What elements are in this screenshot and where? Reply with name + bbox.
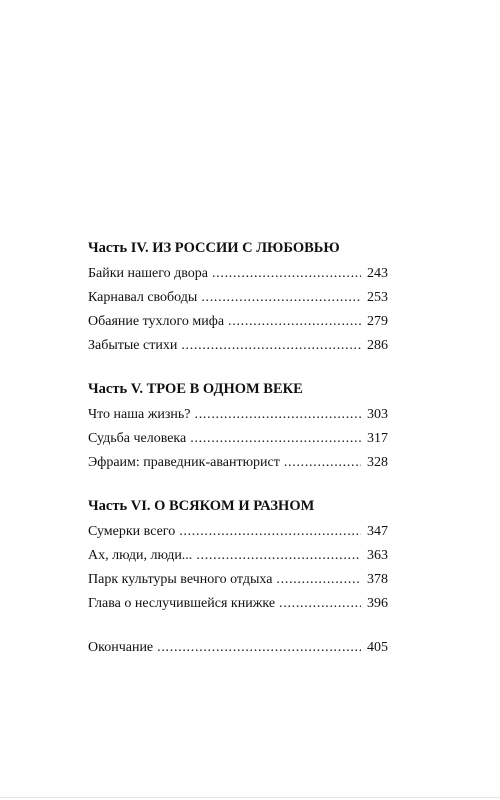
entry-title: Глава о неслучившейся книжке (88, 596, 276, 611)
entry-page-number: 279 (367, 314, 388, 329)
entry-title: Судьба человека (88, 431, 187, 446)
dot-leader (190, 428, 361, 450)
toc-entry[interactable] (88, 335, 388, 357)
table-of-contents (88, 238, 388, 681)
part-heading: Часть VI. О ВСЯКОМ И РАЗНОМ (88, 498, 315, 514)
toc-entry[interactable] (88, 569, 388, 591)
toc-entry[interactable] (88, 452, 388, 474)
dot-leader (196, 545, 361, 567)
dot-leader (276, 569, 361, 591)
page-bottom-edge (0, 797, 500, 798)
entry-page-number: 243 (367, 266, 388, 281)
entry-title: Окончание (88, 640, 154, 655)
entry-title: Парк культуры вечного отдыха (88, 572, 273, 587)
part-heading: Часть V. ТРОЕ В ОДНОМ ВЕКЕ (88, 381, 303, 397)
toc-entry[interactable] (88, 521, 388, 543)
dot-leader (157, 637, 361, 659)
part-heading: Часть IV. ИЗ РОССИИ С ЛЮБОВЬЮ (88, 240, 340, 256)
dot-leader (279, 593, 361, 615)
entry-title: Что наша жизнь? (88, 407, 191, 422)
entry-page-number: 253 (367, 290, 388, 305)
dot-leader (228, 311, 361, 333)
dot-leader (284, 452, 361, 474)
entry-page-number: 396 (367, 596, 388, 611)
toc-entry[interactable] (88, 404, 388, 426)
toc-entry[interactable] (88, 263, 388, 285)
toc-entry[interactable] (88, 311, 388, 333)
entry-page-number: 303 (367, 407, 388, 422)
entry-page-number: 317 (367, 431, 388, 446)
toc-entry[interactable] (88, 428, 388, 450)
toc-entry[interactable] (88, 637, 388, 659)
dot-leader (212, 263, 361, 285)
toc-section-part-4 (88, 238, 388, 357)
entry-title: Забытые стихи (88, 338, 178, 353)
dot-leader (181, 335, 361, 357)
toc-entry[interactable] (88, 287, 388, 309)
entry-page-number: 405 (367, 640, 388, 655)
entry-page-number: 286 (367, 338, 388, 353)
dot-leader (179, 521, 361, 543)
entry-title: Байки нашего двора (88, 266, 208, 281)
toc-section-part-6 (88, 496, 388, 615)
entry-title: Сумерки всего (88, 524, 176, 539)
entry-title: Обаяние тухлого мифа (88, 314, 225, 329)
entry-title: Эфраим: праведник-авантюрист (88, 455, 280, 470)
toc-section-part-5 (88, 379, 388, 474)
dot-leader (195, 404, 361, 426)
entry-page-number: 378 (367, 572, 388, 587)
toc-entry[interactable] (88, 545, 388, 567)
entry-title: Ах, люди, люди... (88, 548, 193, 563)
entry-page-number: 328 (367, 455, 388, 470)
entry-page-number: 363 (367, 548, 388, 563)
toc-section-final (88, 637, 388, 659)
toc-entry[interactable] (88, 593, 388, 615)
dot-leader (201, 287, 361, 309)
entry-title: Карнавал свободы (88, 290, 198, 305)
entry-page-number: 347 (367, 524, 388, 539)
